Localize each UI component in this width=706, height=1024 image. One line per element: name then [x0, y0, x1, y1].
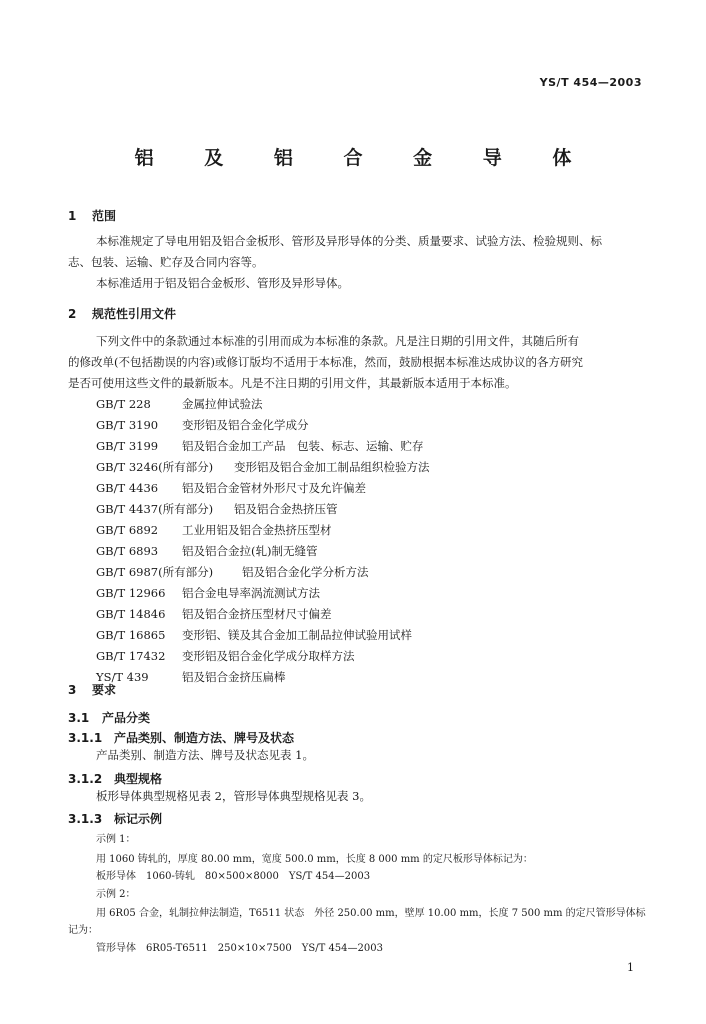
paragraph-line: 是否可使用这些文件的最新版本。凡是不注日期的引用文件，其最新版本适用于本标准。 — [68, 376, 517, 390]
reference-title: 铝及铝合金挤压扁棒 — [182, 670, 286, 684]
paragraph-line: 的修改单(不包括勘误的内容)或修订版均不适用于本标准，然而，鼓励根据本标准达成协议的各方研究 — [68, 355, 583, 369]
reference-item — [96, 627, 412, 643]
paragraph-line: 志、包装、运输、贮存及合同内容等。 — [68, 255, 264, 269]
subsection-3-1-1-heading — [68, 729, 294, 746]
section-title: 要求 — [92, 683, 117, 697]
example-marking: 管形导体 6R05-T6511 250×10×7500 YS/T 454—2003 — [96, 943, 383, 954]
subsection-title: 标记示例 — [114, 812, 163, 826]
example-label: 示例 1： — [96, 834, 136, 845]
subsection-number: 3.1.1 — [68, 731, 103, 745]
reference-code: GB/T 4437(所有部分) — [96, 502, 214, 516]
reference-code: GB/T 3199 — [96, 439, 159, 453]
reference-title: 铝及铝合金挤压型材尺寸偏差 — [182, 607, 332, 621]
reference-title: 铝及铝合金化学分析方法 — [242, 565, 369, 579]
example-marking: 板形导体 1060-铸轧 80×500×8000 YS/T 454—2003 — [96, 871, 371, 882]
reference-item — [96, 606, 332, 622]
subsection-3-1-heading — [68, 709, 150, 726]
section-2-heading — [68, 305, 176, 322]
reference-code: GB/T 3190 — [96, 418, 159, 432]
paragraph-line: 本标准规定了导电用铝及铝合金板形、管形及异形导体的分类、质量要求、试验方法、检验规则、标 — [96, 234, 602, 248]
reference-item — [96, 522, 332, 538]
reference-code: GB/T 228 — [96, 397, 151, 411]
reference-code: GB/T 17432 — [96, 649, 166, 663]
paragraph-line: 板形导体典型规格见表 2，管形导体典型规格见表 3。 — [96, 789, 371, 803]
example-text: 用 6R05 合金，轧制拉伸法制造，T6511 状态 外径 250.00 mm，壁厚 10.00 mm，长度 7 500 mm 的定尺管形导体标 — [96, 908, 646, 919]
example-label: 示例 2： — [96, 889, 136, 900]
subsection-number: 3.1 — [68, 711, 90, 725]
paragraph-line: 产品类别、制造方法、牌号及状态见表 1。 — [96, 748, 314, 762]
reference-code: GB/T 12966 — [96, 586, 166, 600]
reference-item — [96, 480, 366, 496]
reference-code: GB/T 6987(所有部分) — [96, 565, 214, 579]
subsection-title: 典型规格 — [114, 772, 163, 786]
reference-code: GB/T 6892 — [96, 523, 159, 537]
reference-title: 金属拉伸试验法 — [182, 397, 263, 411]
paragraph-line: 本标准适用于铝及铝合金板形、管形及异形导体。 — [96, 276, 349, 290]
document-code: YS/T 454—2003 — [539, 76, 642, 89]
reference-item — [96, 585, 320, 601]
example-text: 记为： — [68, 925, 98, 936]
reference-item — [96, 438, 424, 454]
subsection-3-1-3-heading — [68, 810, 162, 827]
example-text: 用 1060 铸轧的，厚度 80.00 mm，宽度 500.0 mm，长度 8 000 mm 的定尺板形导体标记为： — [96, 854, 533, 865]
subsection-number: 3.1.3 — [68, 812, 103, 826]
document-title: 铝 及 铝 合 金 导 体 — [134, 147, 594, 169]
reference-item — [96, 543, 317, 559]
subsection-number: 3.1.2 — [68, 772, 103, 786]
subsection-3-1-2-heading — [68, 770, 162, 787]
reference-title: 铝及铝合金管材外形尺寸及允许偏差 — [182, 481, 366, 495]
section-number: 1 — [68, 209, 77, 223]
reference-item — [96, 669, 286, 685]
reference-item — [96, 564, 369, 580]
reference-item — [96, 459, 430, 475]
section-number: 2 — [68, 307, 77, 321]
reference-code: GB/T 4436 — [96, 481, 159, 495]
section-title: 范围 — [92, 209, 117, 223]
reference-code: GB/T 6893 — [96, 544, 159, 558]
subsection-title: 产品分类 — [102, 711, 151, 725]
section-3-heading — [68, 681, 116, 698]
reference-code: GB/T 14846 — [96, 607, 166, 621]
reference-title: 变形铝及铝合金化学成分取样方法 — [182, 649, 355, 663]
section-title: 规范性引用文件 — [92, 307, 177, 321]
section-1-heading — [68, 207, 116, 224]
reference-title: 变形铝及铝合金加工制品组织检验方法 — [234, 460, 430, 474]
reference-code: GB/T 3246(所有部分) — [96, 460, 214, 474]
reference-code: YS/T 439 — [96, 670, 149, 684]
reference-item — [96, 501, 338, 517]
subsection-title: 产品类别、制造方法、牌号及状态 — [114, 731, 295, 745]
reference-code: GB/T 16865 — [96, 628, 166, 642]
paragraph-line: 下列文件中的条款通过本标准的引用而成为本标准的条款。凡是注日期的引用文件，其随后所有 — [96, 334, 579, 348]
section-number: 3 — [68, 683, 77, 697]
reference-title: 工业用铝及铝合金热挤压型材 — [182, 523, 332, 537]
reference-item — [96, 396, 263, 412]
reference-title: 铝合金电导率涡流测试方法 — [182, 586, 320, 600]
reference-item — [96, 417, 309, 433]
reference-item — [96, 648, 355, 664]
reference-title: 变形铝及铝合金化学成分 — [182, 418, 309, 432]
reference-title: 铝及铝合金加工产品 包装、标志、运输、贮存 — [182, 439, 424, 453]
reference-title: 铝及铝合金热挤压管 — [234, 502, 338, 516]
reference-title: 铝及铝合金拉(轧)制无缝管 — [182, 544, 318, 558]
page-number: 1 — [627, 961, 634, 974]
reference-title: 变形铝、镁及其合金加工制品拉伸试验用试样 — [182, 628, 412, 642]
